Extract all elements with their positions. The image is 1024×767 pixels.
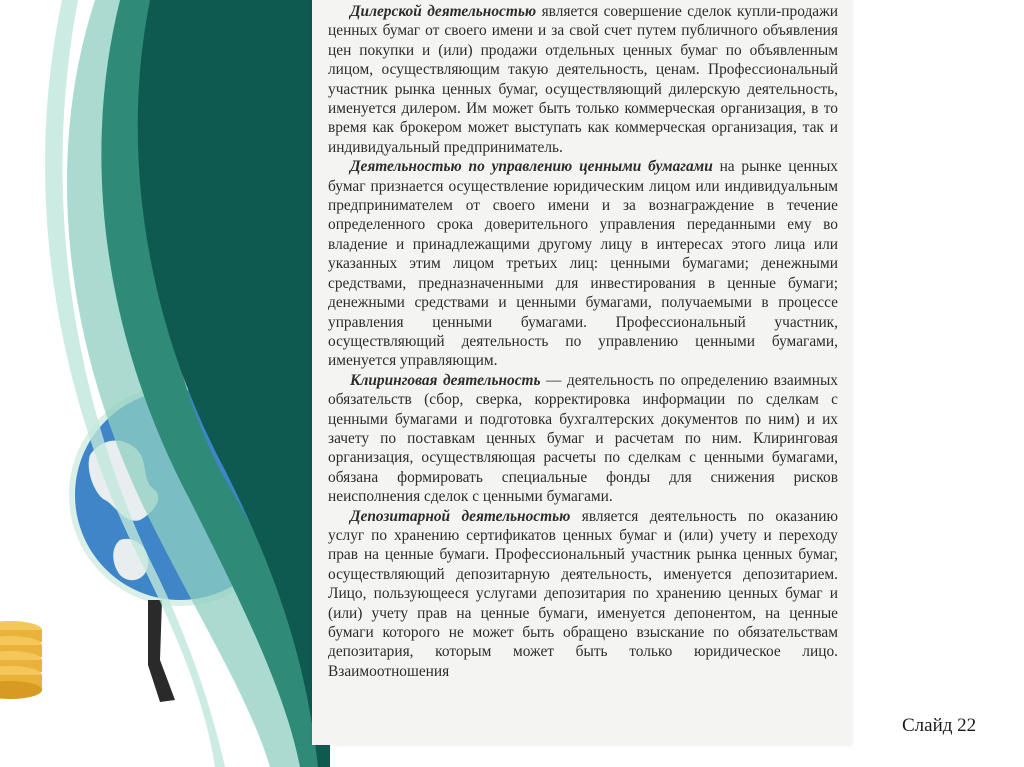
term-clearing: Клиринговая деятельность [350, 371, 541, 389]
document-page [312, 0, 852, 745]
paragraph-dealer-text: является совершение сделок купли-продажи ценных бумаг от своего имени и за свой счет путем публичного объявления цен покупки и (или) продажи отдельных ценных бумаг по объявленным лицом, осуществляющим такую деятельность, ценам. Профессиональный участник рынка ценных бумаг, осуществляющий дилерскую деятельность, именуется дилером. Им может быть только коммерческая организация, в то время как брокером может выступать как коммерческая организация, так и индивидуальный предприниматель. [328, 3, 838, 156]
paragraph-management-text: на рынке ценных бумаг признается осуществление юридическим лицом или индивидуальным предпринимателем от своего имени и за вознаграждение в течение определенного срока доверительного управления переданными ему во владение и принадлежащими другому лицу в интересах этого лица или указанных этим лицом третьих лиц: ценными бумагами; денежными средствами, предназначенными для инвестирования в ценные бумаги; денежными средствами и ценными бумагами, получаемыми в процессе управления ценными бумагами. Профессиональный участник, осуществляющий деятельность по управлению ценными бумагами, именуется управляющим. [328, 158, 838, 370]
coins-icon [0, 621, 42, 699]
decorative-background [0, 0, 330, 767]
term-management: Деятельностью по управлению ценными бумагами [350, 158, 713, 176]
paragraph-management [312, 157, 852, 370]
term-dealer: Дилерской деятельностью [350, 3, 537, 20]
slide-number: Слайд 22 [902, 715, 977, 736]
term-depository: Депозитарной деятельностью [350, 507, 571, 525]
paragraph-depository-text: является деятельность по оказанию услуг по хранению сертификатов ценных бумаг и (или) учету и переходу прав на ценные бумаги. Профессиональный участник рынка ценных бумаг, осуществляющий депозитарную деятельность, именуется депозитарием. Лицо, пользующееся услугами депозитария по хранению ценных бумаг и (или) учету прав на ценные бумаги, именуется депонентом, на ценные бумаги которого не может быть обращено взыскание по обязательствам депозитария, которым может быть только юридическое лицо. Взаимоотношения [328, 507, 838, 680]
paragraph-dealer [312, 0, 852, 157]
paragraph-clearing [312, 371, 852, 507]
paragraph-depository [312, 507, 852, 682]
paragraph-clearing-text: — деятельность по определению взаимных обязательств (сбор, сверка, корректировка информации по сделкам с ценными бумагами и подготовка бухгалтерских документов по ним) и их зачету по поставкам ценных бумаг и расчетам по ним. Клиринговая организация, осуществляющая расчеты по сделкам с ценными бумагами, обязана формировать специальные фонды для снижения рисков неисполнения сделок с ценными бумагами. [328, 371, 839, 506]
